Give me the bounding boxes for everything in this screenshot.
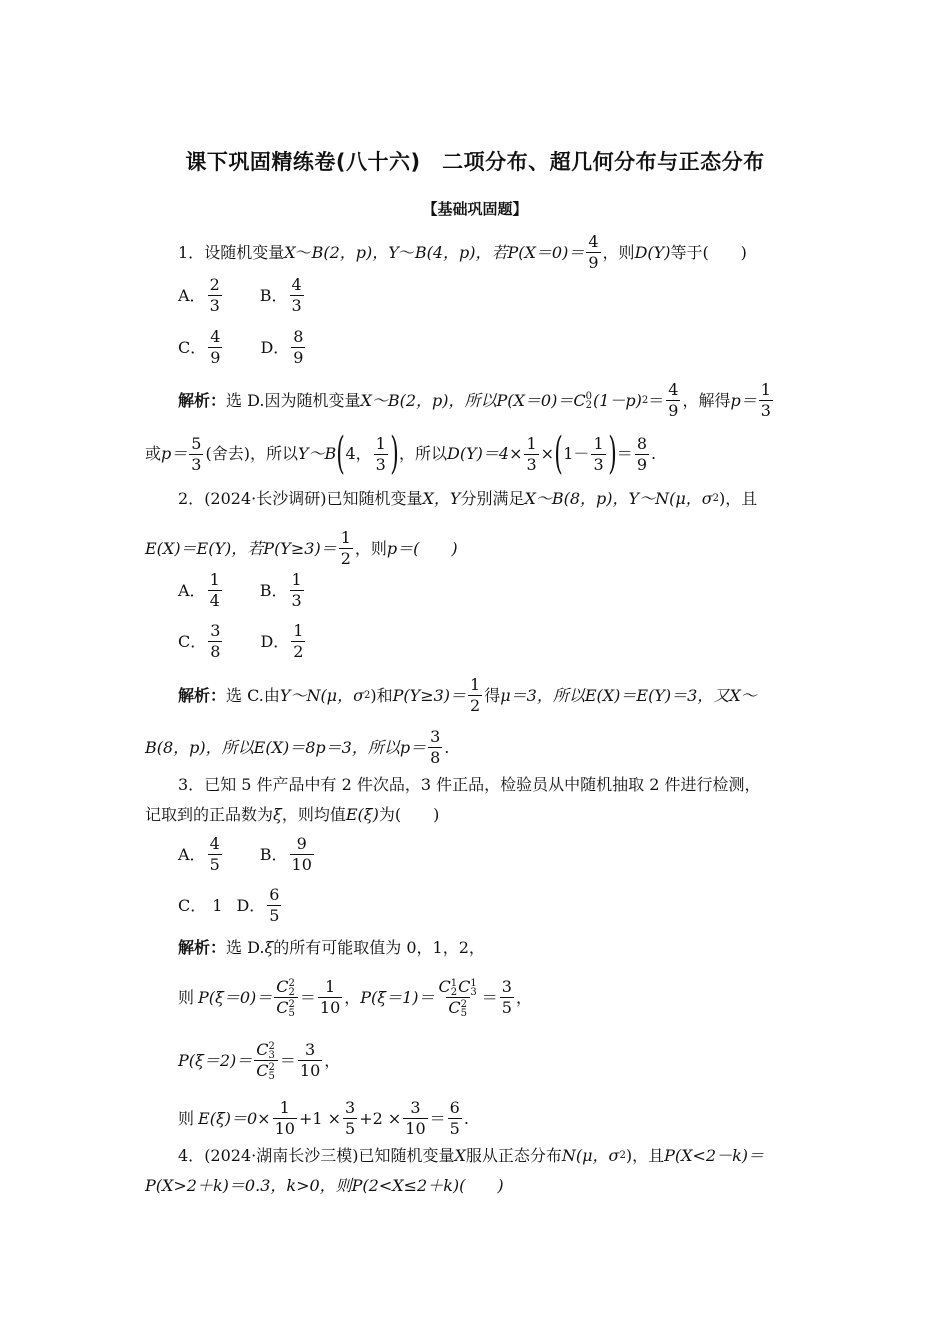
numerator: 1: [526, 433, 537, 453]
denominator: 3: [191, 454, 202, 474]
numerator: 1: [279, 1098, 290, 1117]
numerator: 8: [636, 433, 647, 453]
math: ＝: [299, 987, 316, 1007]
numerator: 2: [209, 275, 220, 294]
question-1-solution-line-2: [0, 428, 950, 479]
fraction: [274, 977, 298, 1018]
math: C: [448, 998, 461, 1017]
text: ，: [324, 1050, 341, 1070]
denominator: 9: [210, 348, 221, 367]
script: [269, 1042, 275, 1060]
math: X: [454, 1146, 466, 1165]
question-1-solution-line-1: 解析： 选 D.因为随机变量 X～B(2，p)，所以 P(X＝0)＝C 0 2 (1－p) 2 ＝ $\frac{4}{9}$ ，解得 p＝ $\frac{1}{3}$: [178, 380, 771, 420]
script: [461, 1000, 467, 1018]
text: ，则: [354, 538, 387, 558]
math: E(X)＝E(Y)，若: [145, 538, 264, 558]
option-b[interactable]: [260, 834, 316, 875]
math: E(X)＝E(Y)＝3，又: [584, 685, 730, 705]
text: 设随机变量: [204, 242, 285, 262]
script: [269, 1063, 275, 1081]
math: 1－: [563, 444, 590, 463]
text: 选 D.: [226, 938, 265, 957]
fraction: [298, 1040, 322, 1081]
numerator: 3: [210, 621, 221, 640]
question-2-options-ab: [0, 570, 950, 611]
math: B(4，p)，若: [414, 242, 508, 262]
math: C: [256, 1061, 269, 1080]
denominator: 2: [470, 696, 481, 715]
option-b[interactable]: [260, 275, 306, 316]
math: X～B(2，p)，所以: [360, 390, 497, 410]
numerator: 4: [668, 380, 679, 399]
subscript: 5: [460, 1007, 467, 1019]
math: ＝: [429, 1108, 446, 1128]
numerator: 3: [345, 1098, 356, 1117]
fraction: [759, 380, 773, 421]
right-paren: ): [607, 428, 617, 479]
superscript: 2: [288, 998, 295, 1010]
option-d[interactable]: [236, 885, 283, 926]
question-number: 4．: [178, 1146, 205, 1165]
math: P(X＝0)＝C: [496, 390, 586, 410]
fraction: [208, 621, 222, 662]
question-2-stem-line-2: [0, 528, 950, 569]
denominator: 9: [636, 454, 647, 474]
denominator: 5: [269, 906, 280, 925]
option-d[interactable]: [260, 621, 307, 662]
denominator: [446, 997, 470, 1018]
text: (2024·湖南长沙三模)已知随机变量: [204, 1146, 455, 1165]
superscript: 2: [460, 998, 467, 1010]
math: E(X)＝8p＝3，所以: [253, 737, 400, 757]
denominator: 9: [293, 348, 304, 367]
math: ＝: [481, 987, 498, 1007]
fraction: [318, 977, 342, 1018]
math: ＝: [648, 390, 665, 410]
denominator: 8: [210, 642, 221, 661]
text: ，则: [602, 242, 635, 262]
math: P(ξ＝0)＝: [198, 987, 273, 1007]
question-2-solution-line-1: 解析： 选 C.由 Y～N(μ，σ 2 )和 P(Y≥3)＝ $\frac{1}{2}$ 得 μ＝3，所以 E(X)＝E(Y)＝3，又 X～: [178, 675, 757, 715]
denominator: 5: [501, 998, 512, 1017]
fraction: [428, 727, 442, 768]
numerator: 6: [269, 885, 280, 904]
math: +2 ×: [359, 1108, 402, 1128]
math: ξ: [273, 805, 282, 824]
math: E(ξ): [345, 805, 379, 824]
fraction: [635, 434, 649, 475]
question-3-solution-line-3: [0, 1040, 950, 1081]
denominator: 9: [668, 401, 679, 420]
denominator: 3: [526, 454, 537, 474]
math: p＝: [730, 390, 757, 410]
subscript: 3: [268, 1049, 275, 1061]
solution-label: 解析：: [178, 390, 227, 410]
denominator: 5: [449, 1119, 460, 1138]
math: μ＝3，所以: [500, 685, 585, 705]
denominator: 3: [291, 591, 302, 610]
option-label: A．: [178, 285, 206, 305]
question-3-solution-line-2: [0, 977, 950, 1018]
denominator: 10: [319, 998, 341, 1017]
option-label: D．: [260, 337, 290, 357]
text: 记取到的正品数为: [145, 805, 274, 824]
fraction: [403, 1098, 427, 1139]
denominator: 8: [430, 748, 441, 767]
script: [451, 979, 457, 997]
text: 服从正态分布: [465, 1146, 562, 1165]
fraction: [290, 834, 314, 875]
fraction: [254, 1040, 278, 1081]
question-3-options-ab: [0, 834, 950, 875]
option-c[interactable]: [178, 327, 224, 368]
fraction: [524, 434, 538, 475]
numerator: 4: [588, 232, 599, 251]
script: [470, 979, 476, 997]
math: .: [463, 1108, 469, 1128]
numerator: 1: [760, 380, 771, 399]
text: (舍去)，所以: [205, 444, 298, 463]
math: ×: [540, 444, 555, 463]
math: X～B(8，p)，Y～N(μ，σ: [524, 489, 713, 508]
denominator: 5: [345, 1119, 356, 1138]
fraction: [468, 675, 482, 716]
option-a[interactable]: [178, 275, 224, 316]
fraction: [448, 1098, 462, 1139]
fraction: [374, 434, 388, 475]
solution-label: 解析：: [178, 685, 227, 705]
math: P(X＝0)＝: [507, 242, 585, 262]
math: .: [444, 737, 450, 757]
subscript: 5: [288, 1007, 295, 1019]
denominator: [254, 1060, 278, 1081]
math: (1－p): [592, 390, 642, 410]
denominator: 3: [593, 454, 604, 474]
question-3-options-cd: [0, 885, 950, 926]
text: 分别满足: [460, 489, 525, 508]
option-label: A．: [178, 580, 206, 600]
text: ，则均值: [281, 805, 346, 824]
text: ，解得: [682, 390, 731, 410]
denominator: 2: [293, 642, 304, 661]
math: Y～N(μ，σ: [279, 685, 365, 705]
fraction: [586, 232, 600, 273]
page-title: 课下巩固精练卷(八十六) 二项分布、超几何分布与正态分布: [185, 150, 765, 174]
math: B(2，p)，: [311, 242, 389, 262]
numerator: [254, 1040, 278, 1060]
numerator: 1: [340, 528, 351, 547]
numerator: 9: [296, 834, 307, 853]
numerator: 8: [293, 327, 304, 346]
numerator: 3: [501, 977, 512, 996]
subscript: 2: [450, 986, 458, 998]
solution-label: 解析：: [178, 938, 227, 957]
denominator: 10: [291, 855, 312, 874]
denominator: 3: [291, 296, 302, 315]
question-3-stem: [0, 775, 950, 795]
script: [586, 392, 592, 410]
option-label: C．: [178, 631, 207, 651]
math: P(ξ＝2)＝: [178, 1050, 253, 1070]
section-heading: 【基础巩固题】: [422, 200, 528, 218]
numerator: 1: [324, 977, 336, 996]
numerator: 1: [209, 570, 220, 589]
question-4-stem: 4． (2024·湖南长沙三模)已知随机变量 X 服从正态分布 N(μ，σ 2 )，且 P(X<2－k)＝: [178, 1146, 765, 1165]
question-3-stem-line-2: [0, 805, 950, 825]
question-number: 2．: [178, 489, 205, 508]
option-label: D．: [260, 631, 290, 651]
math: B(8，p)，所以: [145, 737, 254, 757]
superscript: 2: [268, 1061, 275, 1073]
math: P(X<2－k)＝: [664, 1146, 765, 1165]
option-label: B．: [259, 844, 288, 864]
question-3-solution-line-4: [0, 1098, 950, 1139]
numerator: 5: [191, 433, 202, 453]
fraction: [189, 434, 203, 475]
denominator: [274, 997, 298, 1018]
superscript: 2: [288, 977, 295, 989]
numerator: 3: [304, 1040, 316, 1059]
math: C: [276, 998, 289, 1017]
fraction: [437, 977, 480, 1018]
math: ＝: [616, 444, 633, 463]
text: )和: [370, 685, 393, 705]
numerator: 4: [210, 327, 221, 346]
question-number: 3．: [178, 775, 205, 794]
fraction: [208, 327, 222, 368]
question-3-solution-line-1: [0, 938, 950, 958]
subscript: 5: [268, 1070, 275, 1082]
text: 或: [145, 444, 162, 463]
denominator: 3: [375, 454, 386, 474]
text: ，: [344, 987, 361, 1007]
math: P(Y≥3)＝: [392, 685, 467, 705]
fraction: [339, 528, 353, 569]
numerator: [437, 977, 480, 997]
math: P(2<X≤2＋k)( ): [351, 1176, 504, 1195]
numerator: 1: [470, 675, 481, 694]
fraction: [591, 434, 605, 475]
math: ～: [398, 242, 415, 262]
math: X: [284, 242, 296, 262]
numerator: 3: [430, 727, 441, 746]
text: )，且: [625, 1146, 665, 1165]
text: 选 D.因为随机变量: [226, 390, 361, 410]
denominator: 2: [340, 549, 351, 568]
fraction: [273, 1098, 297, 1139]
math: +1 ×: [298, 1108, 342, 1128]
fraction: [208, 275, 222, 316]
fraction: [208, 570, 222, 611]
right-paren: ): [390, 428, 399, 479]
denominator: 4: [209, 591, 220, 610]
math: C: [458, 977, 471, 996]
superscript: 0: [585, 390, 592, 402]
math: ξ: [264, 938, 274, 957]
option-d[interactable]: [260, 327, 307, 368]
text: 则: [178, 1108, 195, 1128]
text: ，所以: [399, 444, 448, 463]
text: (2024·长沙调研)已知随机变量: [204, 489, 423, 508]
math: Y～B: [297, 444, 337, 463]
denominator: 3: [760, 401, 771, 420]
fraction: [666, 380, 680, 421]
question-4-stem-line-2: [0, 1176, 950, 1196]
numerator: 3: [410, 1098, 421, 1117]
option-b[interactable]: [260, 570, 306, 611]
fraction: [500, 977, 514, 1018]
text: 已知 5 件产品中有 2 件次品，3 件正品，检验员从中随机抽取 2 件进行检测，: [204, 775, 761, 794]
option-c[interactable]: [178, 896, 222, 916]
subscript: 2: [288, 986, 295, 998]
script: [289, 979, 295, 997]
superscript: 1: [450, 977, 458, 989]
math: .: [651, 444, 657, 463]
question-1-options-cd: [0, 327, 950, 368]
numerator: 4: [209, 834, 220, 853]
math: X～: [729, 685, 757, 705]
denominator: 10: [274, 1119, 295, 1138]
option-label: D．: [236, 895, 266, 915]
math: N(μ，σ: [561, 1146, 620, 1165]
subscript: 3: [470, 986, 477, 998]
option-a[interactable]: [178, 834, 224, 875]
text: ，: [515, 987, 532, 1007]
math: p＝: [161, 444, 188, 463]
left-paren: (: [554, 428, 563, 479]
math: D(Y)＝4×: [447, 444, 523, 463]
numerator: 1: [291, 570, 302, 589]
math: C: [438, 977, 451, 996]
script: [289, 1000, 295, 1018]
math: P(Y≥3)＝: [263, 538, 337, 558]
fraction: [267, 885, 281, 926]
text: 为( ): [378, 805, 440, 824]
fraction: [290, 275, 304, 316]
numerator: 1: [593, 433, 604, 453]
question-1-options-ab: [0, 275, 950, 316]
fraction: [291, 327, 305, 368]
math: p＝( ): [386, 538, 458, 558]
question-2-options-cd: [0, 621, 950, 662]
fraction: [208, 834, 222, 875]
question-2-solution-line-2: [0, 727, 950, 768]
fraction: [343, 1098, 357, 1139]
option-value: 1: [212, 895, 223, 915]
left-paren: (: [336, 428, 346, 479]
superscript: 1: [470, 977, 477, 989]
numerator: 1: [375, 433, 386, 453]
math: ～: [295, 242, 312, 262]
option-label: A．: [178, 844, 206, 864]
superscript: 2: [268, 1040, 275, 1052]
numerator: [274, 977, 298, 997]
math: Y: [388, 242, 399, 262]
numerator: 4: [291, 275, 302, 294]
math: P(ξ＝1)＝: [360, 987, 435, 1007]
math: C: [256, 1040, 269, 1059]
text: 选 C.由: [226, 685, 280, 705]
denominator: 10: [299, 1061, 321, 1080]
question-1-stem: [0, 232, 950, 273]
fraction: [290, 570, 304, 611]
math: E(ξ)＝0×: [198, 1108, 271, 1128]
denominator: 9: [588, 253, 599, 272]
option-c[interactable]: [178, 621, 224, 662]
text: 的所有可能取值为 0，1，2，: [273, 938, 485, 957]
numerator: 1: [293, 621, 304, 640]
math: X，Y: [422, 489, 461, 508]
text: 得: [484, 685, 501, 705]
option-label: C．: [178, 895, 207, 915]
text: 则: [178, 987, 195, 1007]
option-a[interactable]: [178, 570, 224, 611]
option-label: C．: [178, 337, 207, 357]
option-label: B．: [259, 285, 288, 305]
option-label: B．: [259, 580, 288, 600]
question-number: 1．: [178, 242, 205, 262]
question-2-stem: 2． (2024·长沙调研)已知随机变量 X，Y 分别满足 X～B(8，p)，Y～N(μ，σ 2 )，且: [178, 489, 758, 508]
math: P(X>2＋k)＝0.3，k>0，则: [145, 1176, 352, 1195]
fraction: [291, 621, 305, 662]
math: ＝: [279, 1050, 296, 1070]
text: )，且: [719, 489, 758, 508]
denominator: 5: [209, 855, 220, 874]
math: 4，: [345, 444, 372, 463]
math: p＝: [399, 737, 427, 757]
math: D(Y): [634, 242, 671, 262]
denominator: 10: [405, 1119, 426, 1138]
numerator: 6: [449, 1098, 460, 1117]
math: C: [276, 977, 289, 996]
subscript: 2: [585, 399, 592, 411]
denominator: 3: [209, 296, 220, 315]
text: 等于( ): [670, 242, 747, 262]
